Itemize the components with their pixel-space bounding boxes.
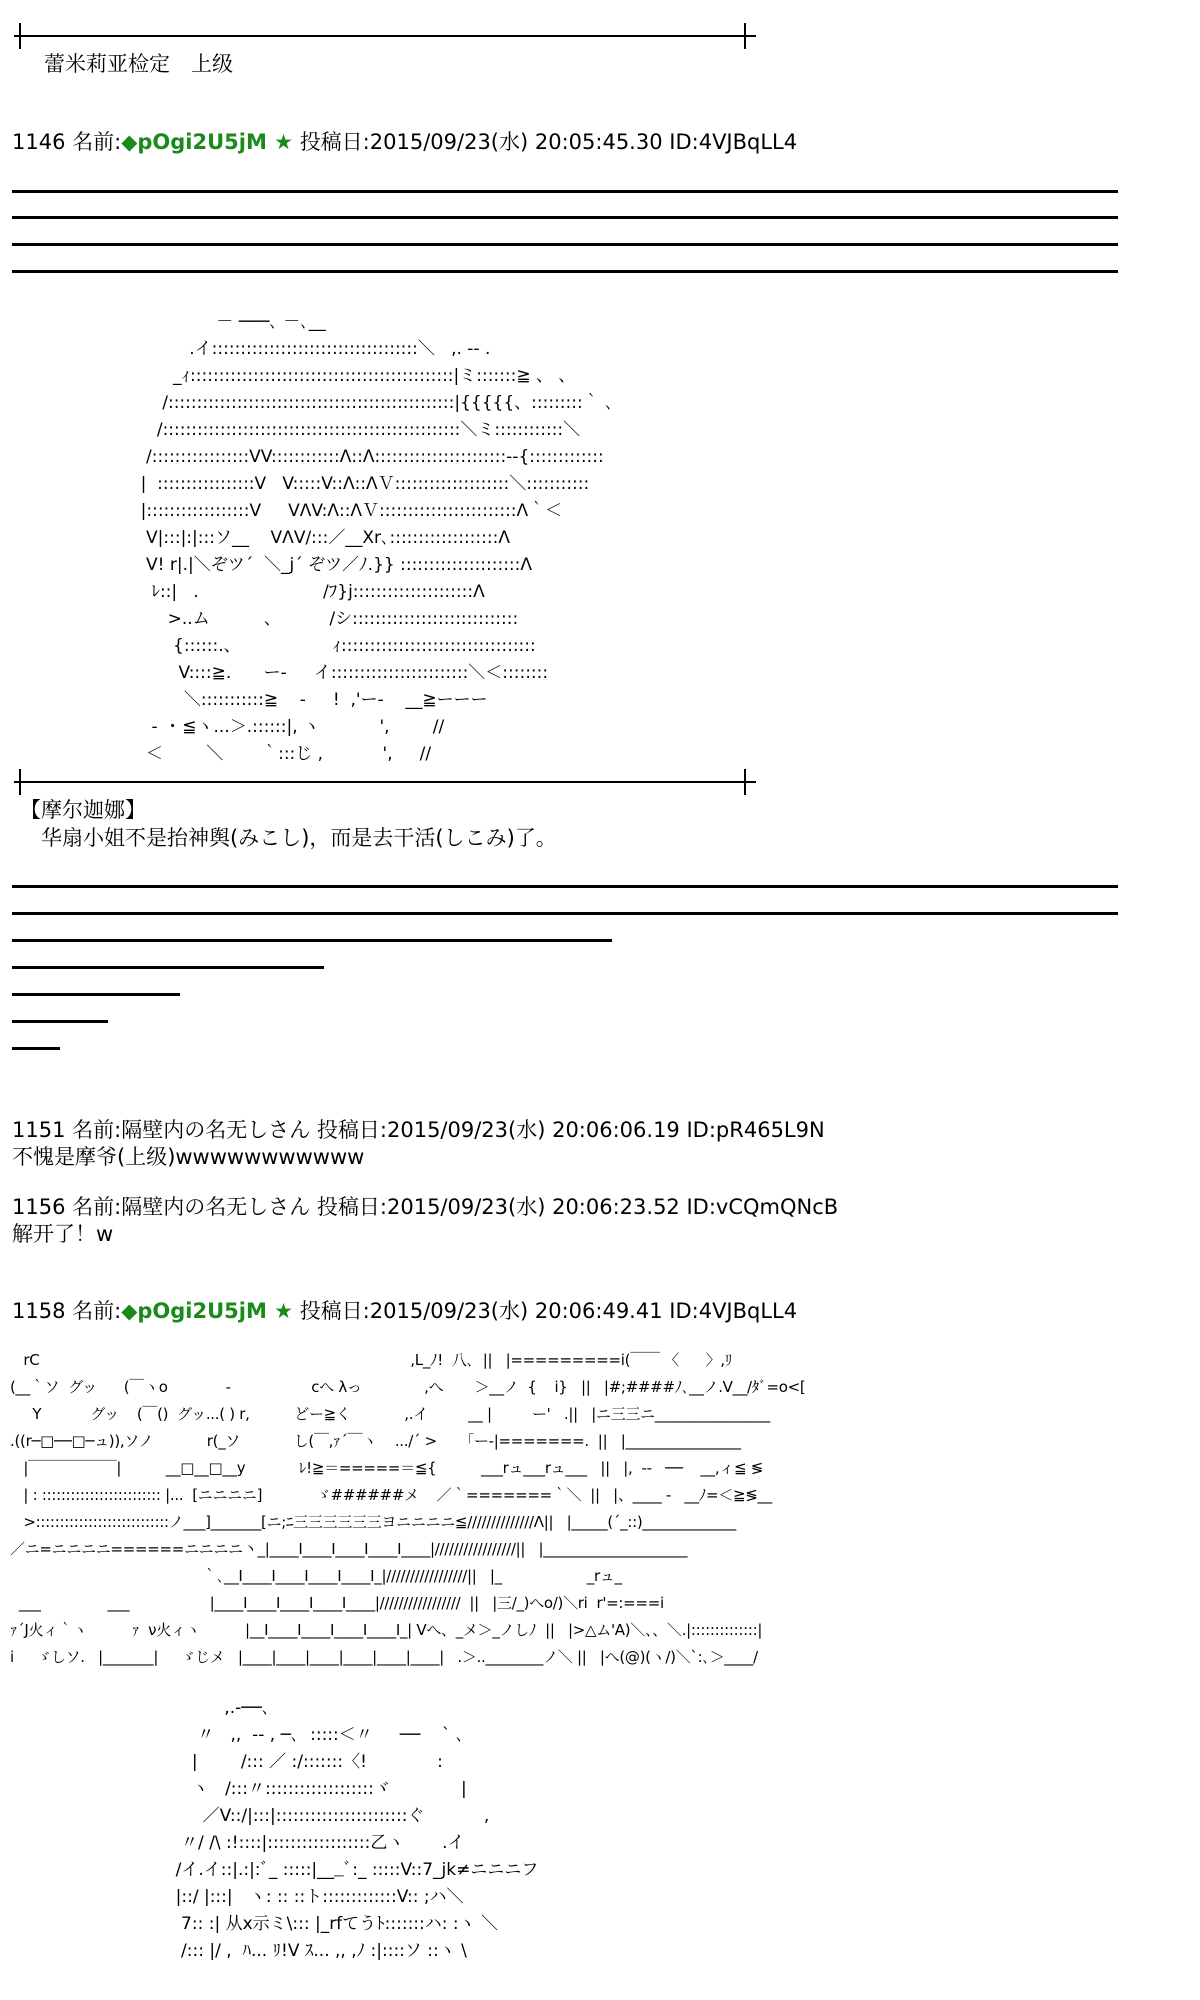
post-date: 2015/09/23(水) 20:06:06.19 xyxy=(386,1118,680,1142)
date-label: 投稿日: xyxy=(299,1299,370,1323)
rule xyxy=(12,190,1118,193)
name-label: 名前: xyxy=(72,1118,122,1142)
post-id[interactable]: ID:vCQmQNcB xyxy=(686,1195,839,1219)
post-id[interactable]: ID:pR465L9N xyxy=(686,1118,825,1142)
ascii-art-character-2: ,.‐──､ 〃 ,, -- , ─､ :::::＜〃 ── ` ､ | /::: ／ :/:::::::〈! : ヽ /:::〃:::::::::::::::::::ヾ | ／V::/|:::|:::::::::::::::::::::::ぐ , 〃/ /\ :!::::|::::::::::::::::::乙ヽ .イ /イ.イ::|.:|:ﾞ_ :::::|___ﾞ:_ :::::V::7_jk≠ニニニフ |::/ |:::| ヽ: :: ::ト:::::::::::::V:: ;ハ＼ 7:: :| 从x示ミ\::: |_rfてうﾄ:::::::ハ: :ヽ ＼ /::: |/ , ﾊ... ﾘ!V ｽ... ,, ,ﾉ :|::::ソ ::ヽ \ xyxy=(175,1698,539,1961)
page-title: 蕾米莉亚检定 上级 xyxy=(44,52,233,76)
post-id[interactable]: ID:4VJBqLL4 xyxy=(669,1299,798,1323)
post-number: 1146 xyxy=(12,130,66,154)
post-date: 2015/09/23(水) 20:05:45.30 xyxy=(369,130,663,154)
post-body: 不愧是摩爷(上级)wwwwwwwwwww xyxy=(12,1145,365,1169)
middle-cross-divider xyxy=(14,781,756,783)
middle-cross-tick-right xyxy=(744,769,746,795)
rule xyxy=(12,243,1118,246)
post-number: 1151 xyxy=(12,1118,66,1142)
post-number: 1156 xyxy=(12,1195,66,1219)
post-header xyxy=(12,1116,825,1144)
author-name: 隔壁内の名无しさん xyxy=(121,1118,311,1142)
post-header xyxy=(12,128,797,156)
author-trip[interactable]: ◆pOgi2U5jM ★ xyxy=(121,130,293,154)
ascii-art-character-1: － ───､ －､__ .イ::::::::::::::::::::::::::::::::::::＼ ,. -- . _ｨ::::::::::::::::::::::::::::::::::::::::::::::|ミ:::::::≧ 、 、 /::::::::::::::::::::::::::::::::::::::::::::::::::|{{{{{、:::::::::｀ ､ /::::::::::::::::::::::::::::::::::::::::::::::::::::＼ミ::::::::::::＼ /:::::::::::::::::VV::::::::::::Λ::Λ:::::::::::::::::::::::--{::::::::::::: | :::::::::::::::::V V:::::V::Λ::ΛＶ::::::::::::::::::::＼::::::::::: |::::::::::::::::::V VΛV:Λ::ΛＶ::::::::::::::::::::::::Λ｀＜ V|:::|:|:::ソ__ VΛV/:::／__Xr､:::::::::::::::::::Λ V! r|.|＼ぞツ´ ＼_j´ ぞツ／ﾉ.}} :::::::::::::::::::::Λ ﾚ::| . /ﾌ}j:::::::::::::::::::::Λ >..ム 、 /シ::::::::::::::::::::::::::::: {::::::.、 ｨ:::::::::::::::::::::::::::::::::: V::::≧. ー- イ::::::::::::::::::::::::＼＜:::::::: ＼:::::::::::≧ - ! ,'ー- __≧ーーー - ･ ≦ヽ...＞.::::::|, ヽ ', // ＜ ＼ ｀:::じ , ', // xyxy=(140,312,614,764)
post-number: 1158 xyxy=(12,1299,66,1323)
top-cross-tick-right xyxy=(744,23,746,49)
ascii-art-scene: rC ,L_ﾉ! 八､ || |=========i(￣￣ 〈 〉,ﾘ (__｀ソ グッ (￣ヽo - cへ λっ ,へ ＞__ノ { i} || |#;####ﾉ､__ノ.V__/ﾀﾞ=o<[ Y グッ (￣() グッ...( ) r, どー≧く ,.イ __ | ー' .|| |ニ三三ニ________________ .((r─□──□─ュ)),ソノ r(_ソ し(￣,ｧ´￣ヽ .../´ > 「ー‐|=======. || |________________ |￣￣￣￣￣￣| __□__□__y ﾚ!≧＝=====＝≦{ ___rュ___rュ___ || |, -- ── __,ィ≦ ≶ | : ::::::::::::::::::::::::: |... [ニニニニ] ゞ######メ ／｀=======｀＼ || |、____ - __ﾉ=＜≧≶__ >::::::::::::::::::::::::::::ノ___]_______[ニ;ﾆ三三三三三三ヨニニニニ≦//////////////Λ|| |_____(´_::)_____________ ／ニ=ニニニニ======ニニニニ丶_|____I____I____I____I____|/////////////////|| |____________________ ｀､__I____I____I____I____I_|/////////////////|| |_ _rュ_ ___ ___ |____I____I____I____I____|///////////////// || |三/_)へo/)＼ri r'=:===i ｧ´J火ィ｀ヽ ｧ ν火ィヽ |__I____I____I____I____I_| Vへ、_メ＞_ノしﾉ || |>△ム'A)＼、、＼.|::::::::::::::| i ゞしソ. |_______| ゞじメ |____|____|____|____|____|____| .＞..________ノ＼ || |へ(@)(ヽ/)＼`:､＞____/ xyxy=(10,1351,806,1666)
rule xyxy=(12,939,612,942)
author-name: 隔壁内の名无しさん xyxy=(121,1195,311,1219)
top-cross-tick-left xyxy=(19,23,21,49)
middle-cross-tick-left xyxy=(19,769,21,795)
rule xyxy=(12,216,1118,219)
name-label: 名前: xyxy=(72,1299,122,1323)
rule xyxy=(12,966,324,969)
date-label: 投稿日: xyxy=(316,1195,387,1219)
post-date: 2015/09/23(水) 20:06:23.52 xyxy=(386,1195,680,1219)
top-cross-divider xyxy=(14,35,756,37)
date-label: 投稿日: xyxy=(316,1118,387,1142)
post-body: 解开了！w xyxy=(12,1222,114,1246)
rule xyxy=(12,912,1118,915)
post-header xyxy=(12,1297,797,1325)
rule xyxy=(12,1047,60,1050)
post-id[interactable]: ID:4VJBqLL4 xyxy=(669,130,798,154)
rule xyxy=(12,885,1118,888)
post-date: 2015/09/23(水) 20:06:49.41 xyxy=(369,1299,663,1323)
dialogue-speaker: 【摩尔迦娜】 xyxy=(20,798,146,822)
rule xyxy=(12,1020,108,1023)
date-label: 投稿日: xyxy=(299,130,370,154)
post-header xyxy=(12,1193,838,1221)
rule xyxy=(12,993,180,996)
name-label: 名前: xyxy=(72,1195,122,1219)
author-trip[interactable]: ◆pOgi2U5jM ★ xyxy=(121,1299,293,1323)
rule xyxy=(12,270,1118,273)
dialogue-line: 华扇小姐不是抬神舆(みこし)，而是去干活(しこみ)了。 xyxy=(20,826,557,850)
name-label: 名前: xyxy=(72,130,122,154)
